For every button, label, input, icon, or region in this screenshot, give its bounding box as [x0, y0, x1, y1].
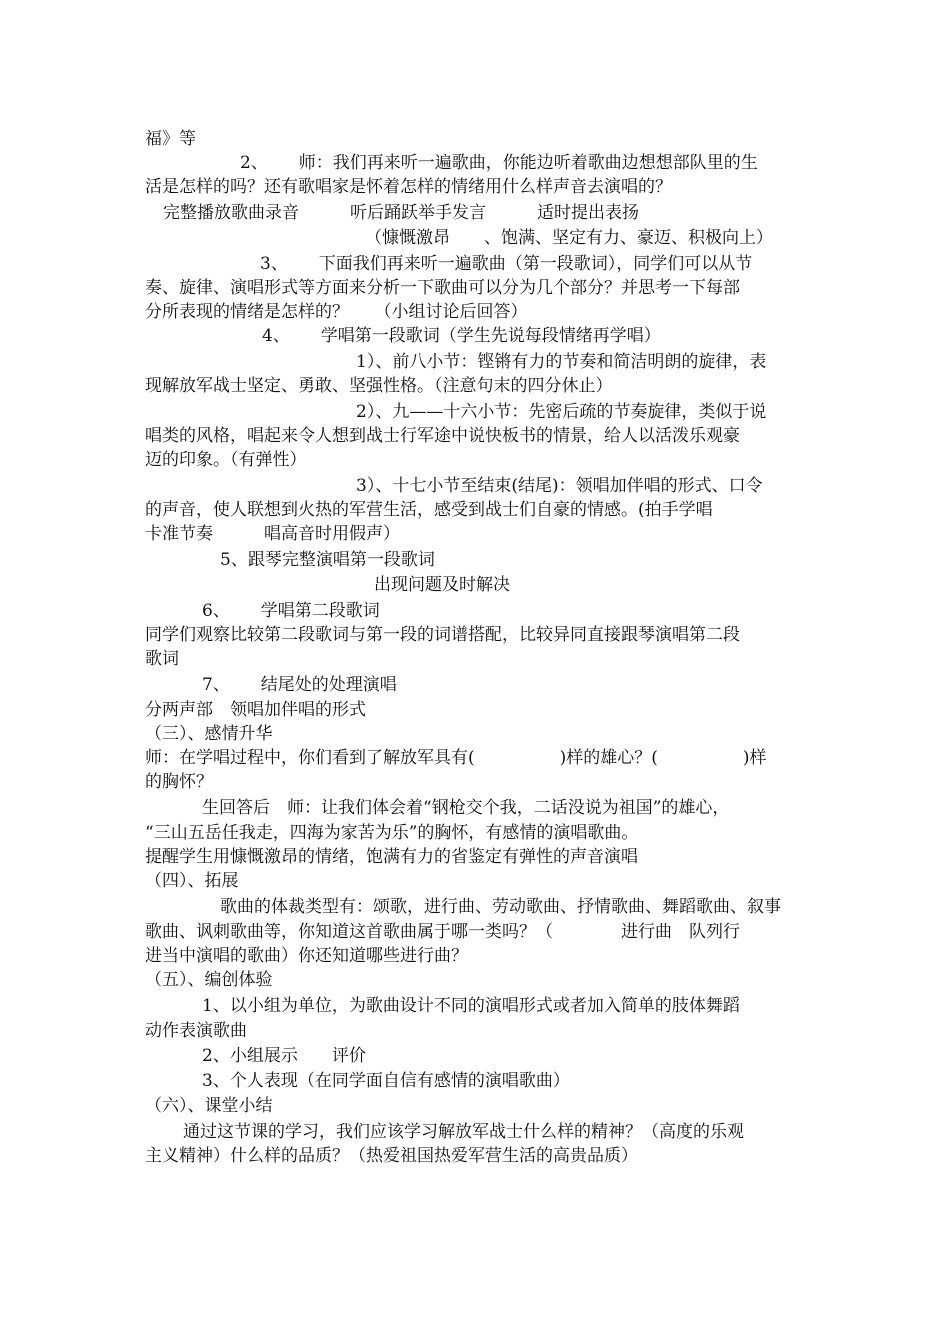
text-line: 奏、旋律、演唱形式等方面来分析一下歌曲可以分为几个部分？并思考一下每部: [145, 278, 740, 298]
text-line: 5、跟琴完整演唱第一段歌词: [220, 550, 435, 570]
text-line: 完整播放歌曲录音 听后踊跃举手发言 适时提出表扬: [163, 203, 639, 223]
text-line: 主义精神）什么样的品质？（热爱祖国热爱军营生活的高贵品质）: [145, 1146, 638, 1166]
text-line: 福》等: [145, 129, 196, 149]
text-line: 师：在学唱过程中，你们看到了解放军具有( )样的雄心？( )样: [145, 748, 767, 768]
text-line: （五）、编创体验: [145, 970, 273, 990]
text-line: 6、 学唱第二段歌词: [202, 601, 380, 621]
text-line: 歌曲、讽刺歌曲等，你知道这首歌曲属于哪一类吗？（ 进行曲 队列行: [145, 922, 740, 942]
text-line: 提醒学生用慷慨激昂的情绪，饱满有力的省鉴定有弹性的声音演唱: [145, 847, 638, 867]
text-line: （六）、课堂小结: [145, 1096, 273, 1116]
text-line: 2、 师：我们再来听一遍歌曲，你能边听着歌曲边想想部队里的生: [240, 153, 758, 173]
text-line: （四）、拓展: [145, 871, 239, 891]
text-line: 分所表现的情绪是怎样的？ （小组讨论后回答）: [145, 302, 528, 322]
text-line: （三）、感情升华: [145, 724, 273, 744]
text-line: 进当中演唱的歌曲）你还知道哪些进行曲？: [145, 946, 468, 966]
text-line: 生回答后 师：让我们体会着“钢枪交个我，二话没说为祖国”的雄心，: [202, 798, 730, 818]
text-line: “三山五岳任我走，四海为家苦为乐”的胸怀，有感情的演唱歌曲。: [145, 823, 639, 843]
text-line: 唱类的风格，唱起来令人想到战士行军途中说快板书的情景，给人以活泼乐观豪: [145, 426, 740, 446]
text-line: 1、以小组为单位，为歌曲设计不同的演唱形式或者加入简单的肢体舞蹈: [202, 996, 740, 1016]
text-line: 歌词: [145, 649, 179, 669]
text-line: 活是怎样的吗？还有歌唱家是怀着怎样的情绪用什么样声音去演唱的？: [145, 177, 672, 197]
text-line: 2）、九——十六小节：先密后疏的节奏旋律，类似于说: [356, 402, 767, 422]
text-line: 同学们观察比较第二段歌词与第一段的词谱搭配，比较异同直接跟琴演唱第二段: [145, 625, 740, 645]
text-line: 动作表演歌曲: [145, 1021, 247, 1041]
text-line: 现解放军战士坚定、勇敢、坚强性格。（注意句末的四分休止）: [145, 376, 613, 396]
text-line: 出现问题及时解决: [374, 575, 510, 595]
text-line: （慷慨激昂 、饱满、坚定有力、豪迈、积极向上）: [365, 228, 773, 248]
text-line: 3、 下面我们再来听一遍歌曲（第一段歌词），同学们可以从节: [260, 254, 753, 274]
text-line: 4、 学唱第一段歌词（学生先说每段情绪再学唱）: [262, 326, 661, 346]
text-line: 1）、前八小节：铿锵有力的节奏和简洁明朗的旋律，表: [356, 352, 767, 372]
text-line: 分两声部 领唱加伴唱的形式: [145, 700, 366, 720]
text-line: 2、小组展示 评价: [202, 1046, 366, 1066]
text-line: 卡准节奏 唱高音时用假声）: [145, 524, 400, 544]
text-line: 歌曲的体裁类型有：颂歌，进行曲、劳动歌曲、抒情歌曲、舞蹈歌曲、叙事: [220, 897, 781, 917]
text-line: 3、个人表现（在同学面自信有感情的演唱歌曲）: [202, 1071, 570, 1091]
text-line: 的胸怀？: [145, 772, 213, 792]
text-line: 通过这节课的学习，我们应该学习解放军战士什么样的精神？（高度的乐观: [183, 1122, 744, 1142]
text-line: 7、 结尾处的处理演唱: [202, 675, 397, 695]
text-line: 3）、十七小节至结束(结尾)：领唱加伴唱的形式、口令: [356, 476, 763, 496]
text-line: 迈的印象。（有弹性）: [145, 450, 307, 470]
text-line: 的声音，使人联想到火热的军营生活，感受到战士们自豪的情感。(拍手学唱: [145, 500, 713, 520]
